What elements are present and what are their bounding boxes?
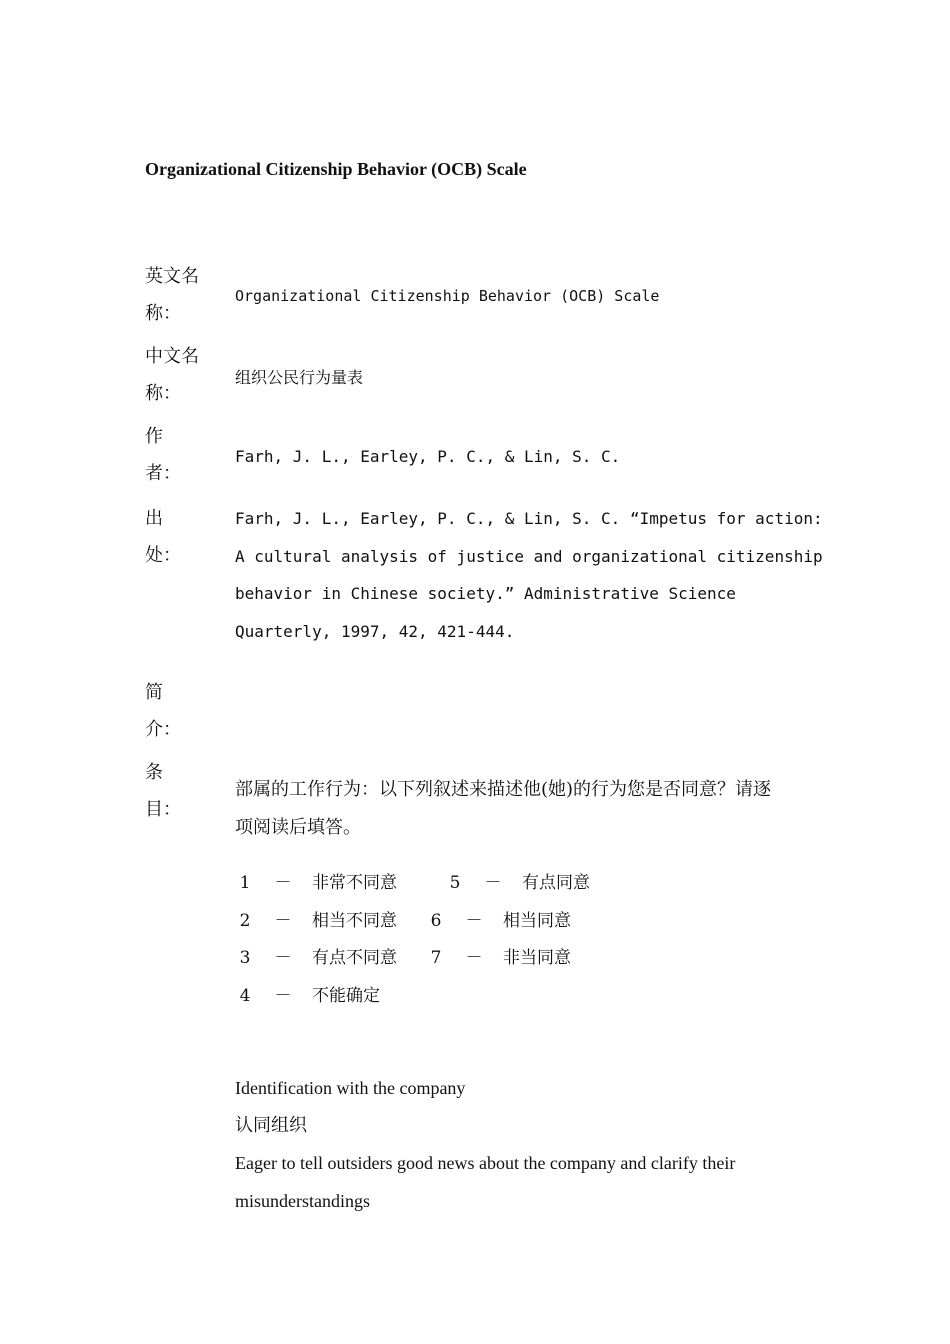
- source-line: Quarterly, 1997, 42, 421-444.: [235, 621, 515, 641]
- field-label: 英文名 称：: [145, 266, 199, 324]
- field-label: 简 介：: [145, 682, 181, 740]
- field-label: 作 者：: [145, 426, 181, 484]
- field-value: Organizational Citizenship Behavior (OCB) Scale: [235, 287, 660, 305]
- item-text: Eager to tell outsiders good news about the company and clarify their misunderstandings: [235, 1153, 736, 1211]
- instruction-text: 部属的工作行为：以下列叙述来描述他(她)的行为您是否同意？请逐 项阅读后填答。: [235, 779, 772, 838]
- field-label: 中文名 称：: [145, 346, 199, 404]
- field-value: 组织公民行为量表: [235, 368, 364, 387]
- field-value: Farh, J. L., Earley, P. C., & Lin, S. C.: [235, 447, 621, 466]
- field-english-name: [145, 258, 835, 336]
- source-line: A cultural analysis of justice and organizational citizenship: [235, 546, 823, 566]
- section-heading-zh: 认同组织: [235, 1115, 307, 1136]
- field-source: [145, 500, 835, 650]
- page-title: Organizational Citizenship Behavior (OCB) Scale: [145, 159, 527, 179]
- section-heading-en: Identification with the company: [235, 1078, 466, 1098]
- field-chinese-name: [145, 338, 835, 416]
- source-line: Farh, J. L., Earley, P. C., & Lin, S. C. “Impetus for action:: [235, 509, 823, 528]
- field-intro: [145, 674, 835, 752]
- field-author: [145, 418, 835, 496]
- field-value: [235, 500, 825, 650]
- field-label: 条 目：: [145, 762, 181, 820]
- field-label: 出 处：: [145, 508, 181, 566]
- source-line: behavior in Chinese society.” Administrative Science: [235, 584, 736, 603]
